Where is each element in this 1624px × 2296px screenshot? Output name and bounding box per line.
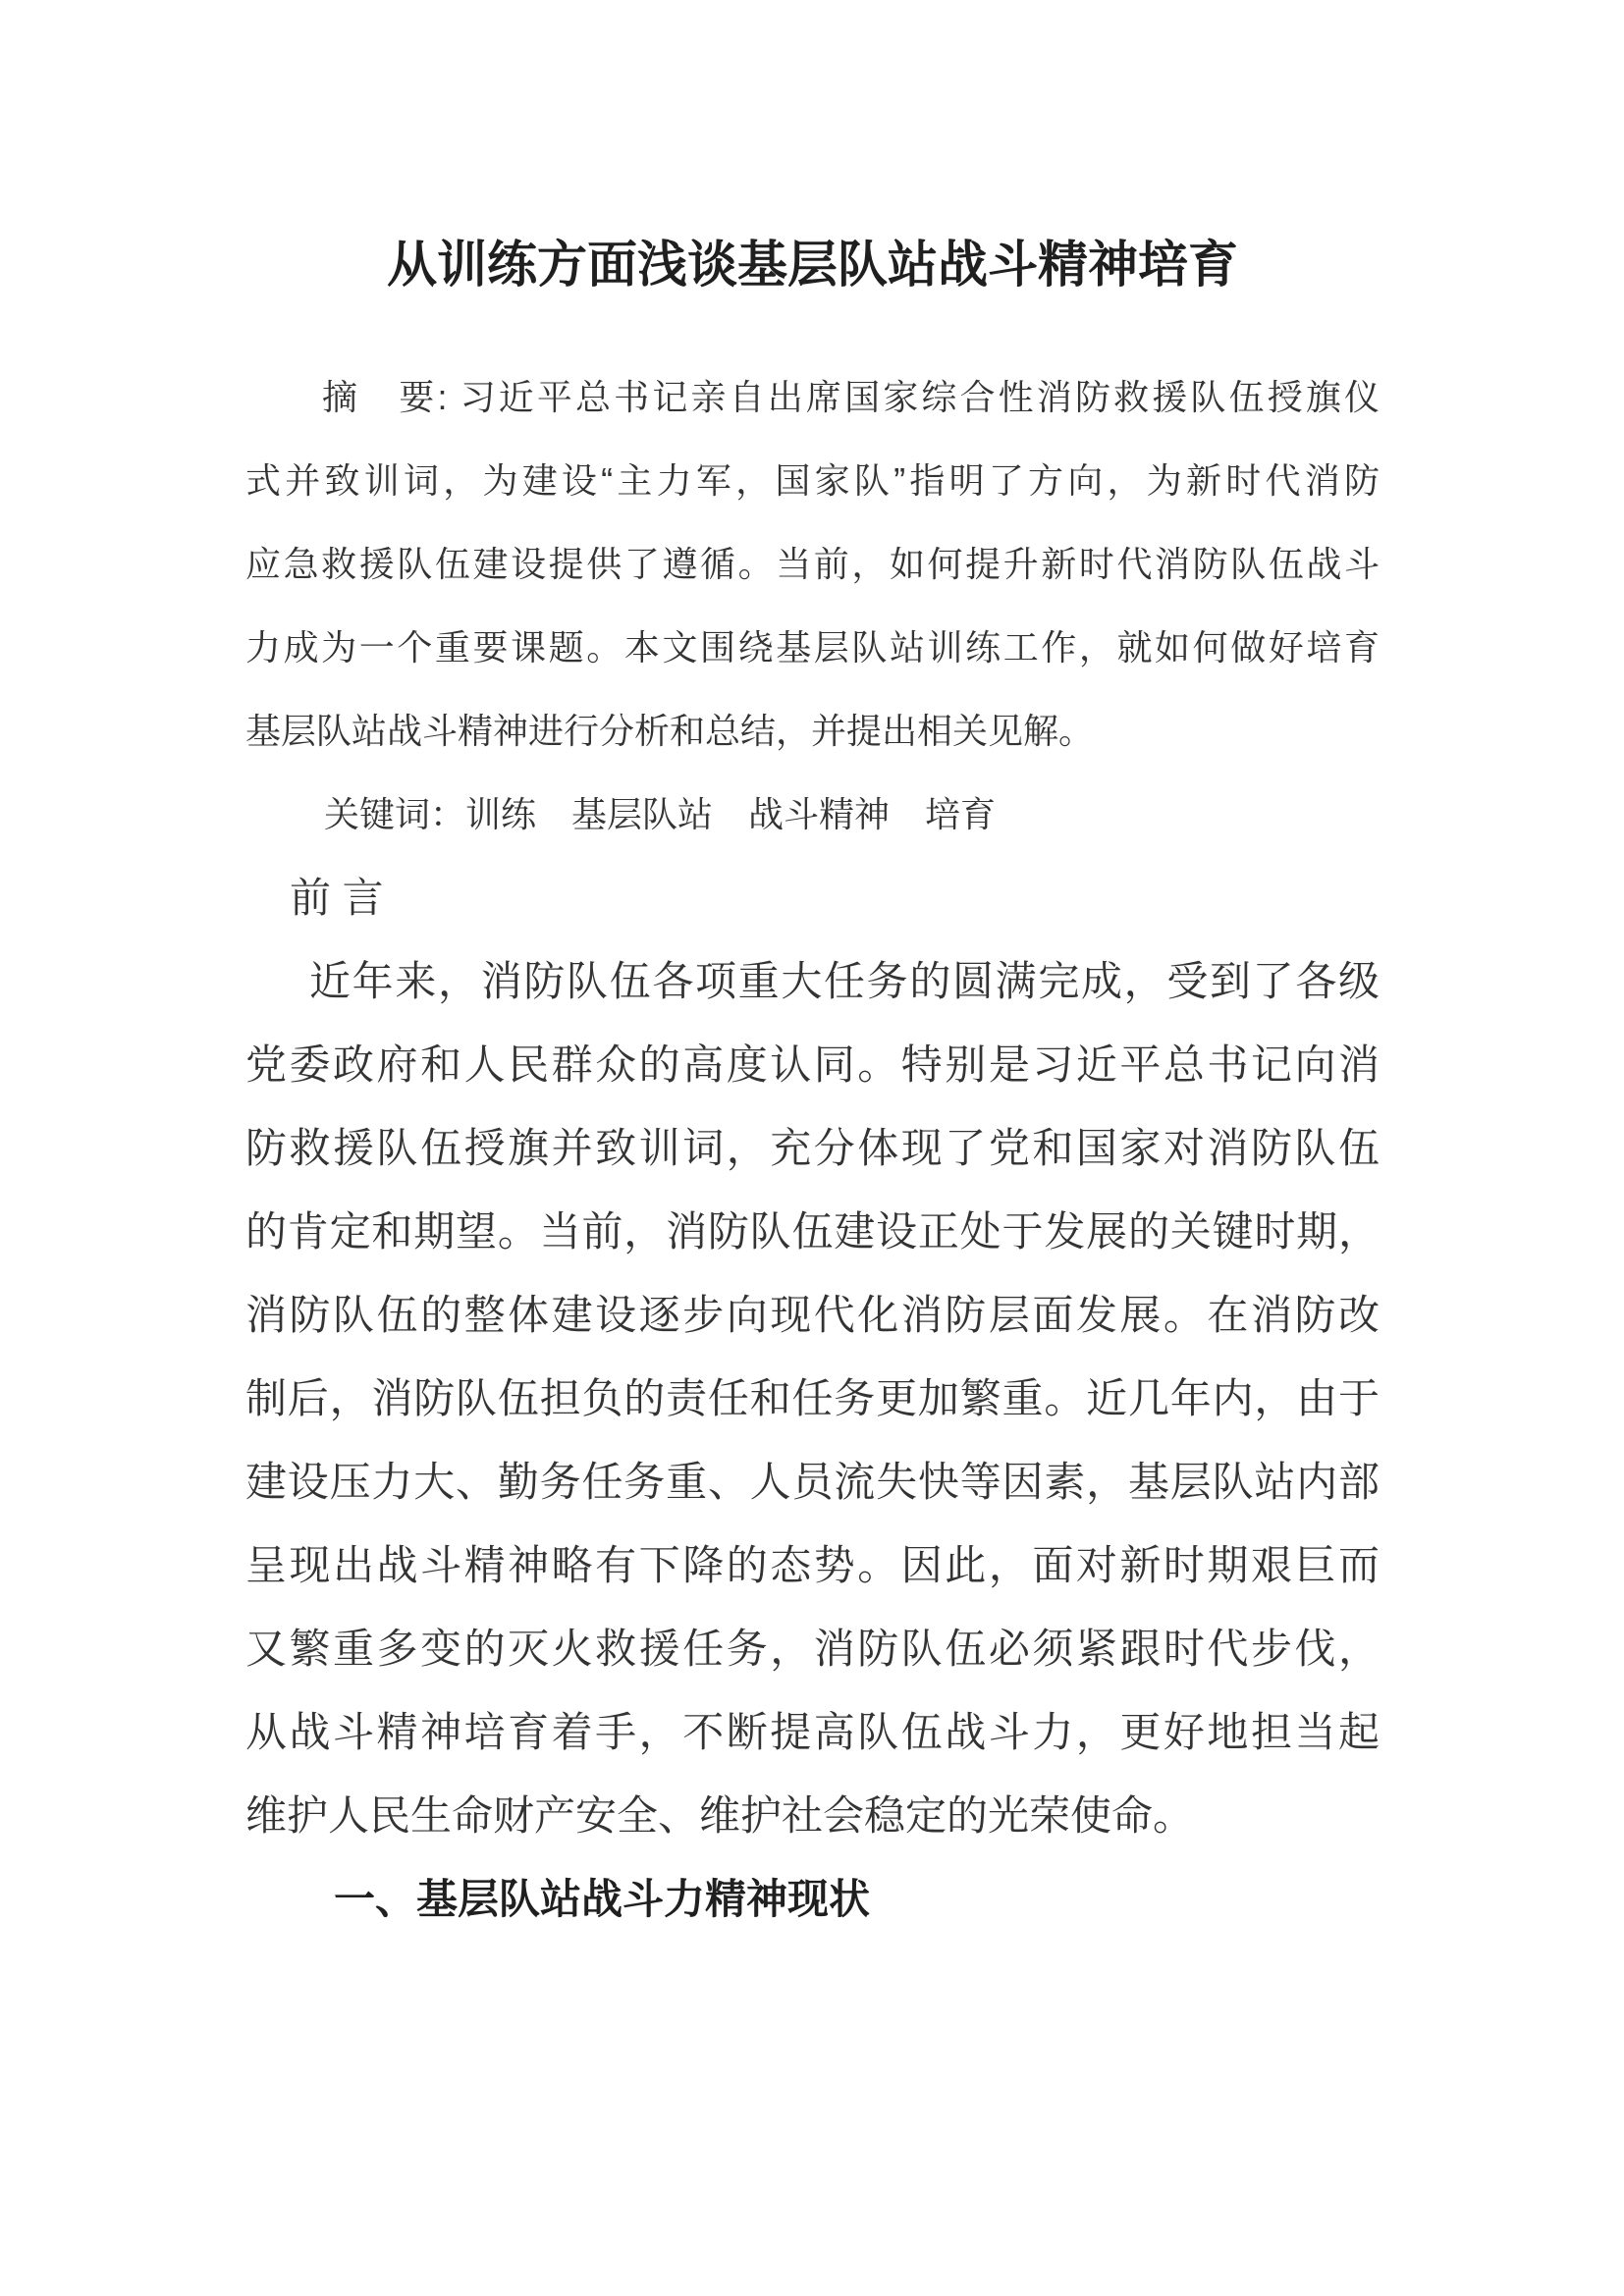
abstract-line-1: 摘 要: 习近平总书记亲自出席国家综合性消防救援队伍授旗仪 — [322, 377, 1380, 417]
abstract-line-5: 基层队站战斗精神进行分析和总结，并提出相关见解。 — [245, 711, 1095, 751]
document-title: 从训练方面浅谈基层队站战斗精神培育 — [386, 237, 1238, 293]
intro-line-8: 呈现出战斗精神略有下降的态势。因此，面对新时期艰巨而 — [245, 1542, 1380, 1588]
intro-line-11: 维护人民生命财产安全、维护社会稳定的光荣使命。 — [245, 1792, 1195, 1839]
intro-line-4: 的肯定和期望。当前，消防队伍建设正处于发展的关键时期， — [245, 1208, 1380, 1255]
abstract-line-4: 力成为一个重要课题。本文围绕基层队站训练工作，就如何做好培育 — [245, 627, 1380, 667]
intro-line-2: 党委政府和人民群众的高度认同。特别是习近平总书记向消 — [245, 1041, 1380, 1088]
foreword-heading: 前 言 — [290, 875, 384, 921]
keywords-line: 关键词：训练 基层队站 战斗精神 培育 — [324, 794, 997, 834]
document-content — [245, 226, 1380, 1941]
intro-line-5: 消防队伍的整体建设逐步向现代化消防层面发展。在消防改 — [245, 1292, 1380, 1338]
abstract-line-2: 式并致训词，为建设“主力军，国家队”指明了方向，为新时代消防 — [245, 460, 1380, 501]
intro-line-9: 又繁重多变的灭火救援任务，消防队伍必须紧跟时代步伐， — [245, 1626, 1380, 1672]
abstract-line-3: 应急救援队伍建设提供了遵循。当前，如何提升新时代消防队伍战斗 — [245, 544, 1380, 584]
intro-line-10: 从战斗精神培育着手，不断提高队伍战斗力，更好地担当起 — [245, 1709, 1380, 1755]
intro-line-1: 近年来，消防队伍各项重大任务的圆满完成，受到了各级 — [309, 958, 1380, 1004]
intro-line-7: 建设压力大、勤务任务重、人员流失快等因素，基层队站内部 — [245, 1459, 1380, 1505]
intro-line-3: 防救援队伍授旗并致训词，充分体现了党和国家对消防队伍 — [245, 1125, 1380, 1171]
section-1-heading: 一、基层队站战斗力精神现状 — [334, 1876, 871, 1922]
intro-line-6: 制后，消防队伍担负的责任和任务更加繁重。近几年内，由于 — [245, 1375, 1380, 1421]
